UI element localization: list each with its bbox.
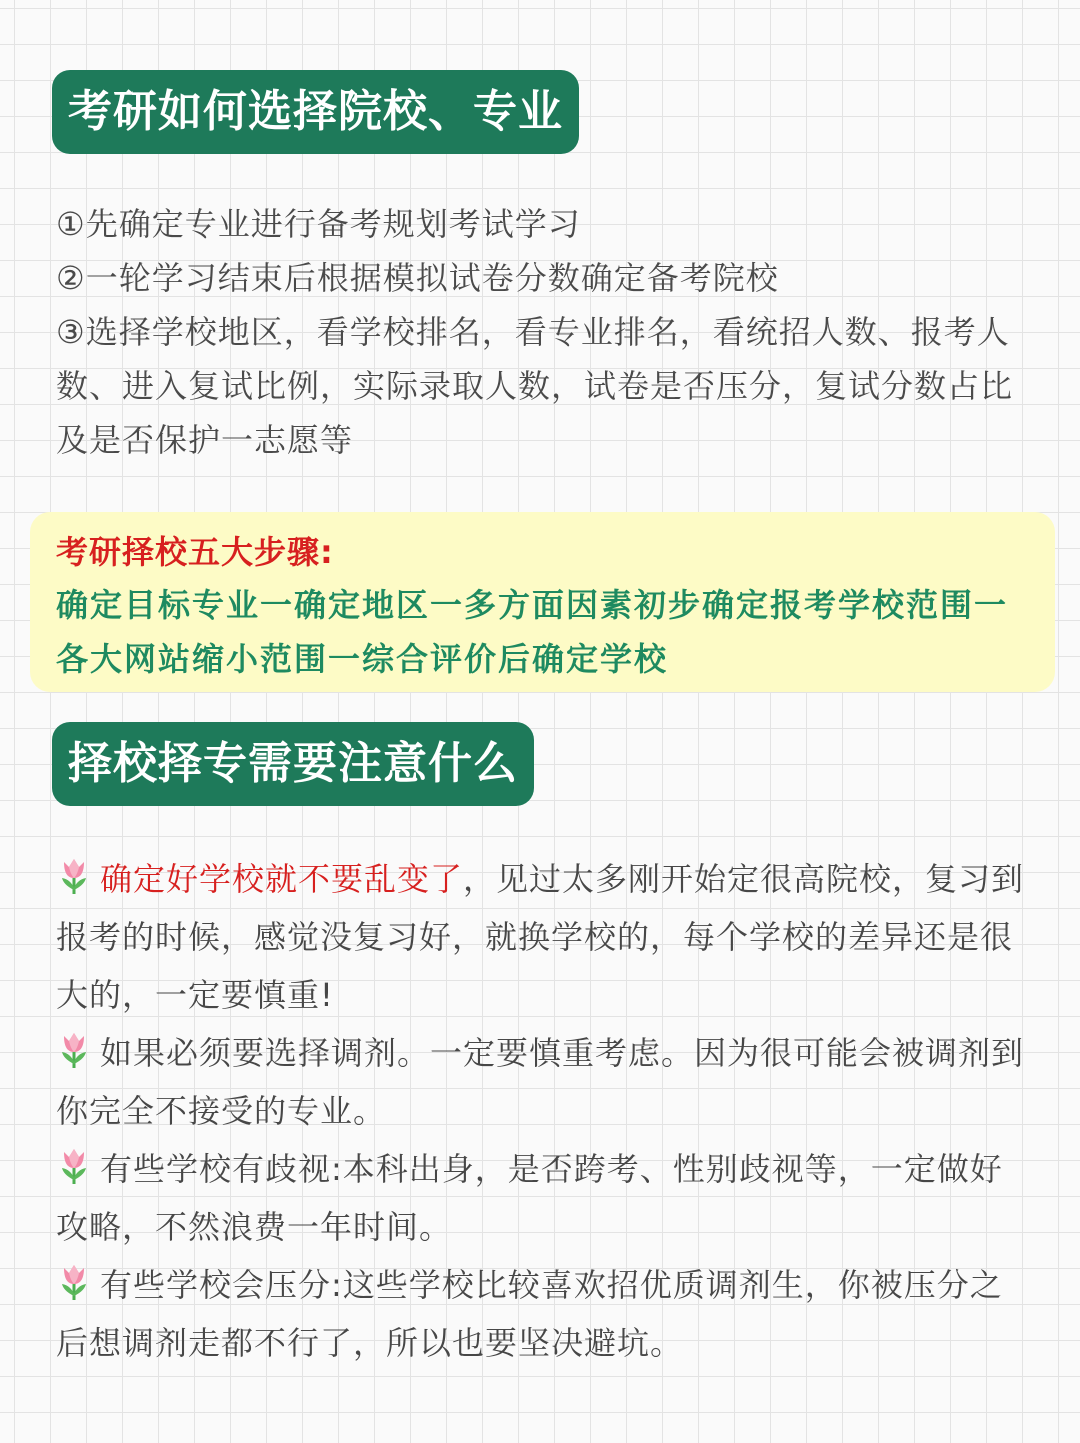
precaution-text: 有些学校会压分:这些学校比较喜欢招优质调剂生，你被压分之后想调剂走都不行了，所以也要坚决避坑。 bbox=[56, 1266, 1003, 1362]
step-item-2: ②一轮学习结束后根据模拟试卷分数确定备考院校 bbox=[56, 259, 779, 297]
section-heading-precautions: 择校择专需要注意什么 bbox=[52, 722, 534, 806]
tulip-icon bbox=[56, 856, 92, 896]
section-heading-choose-school: 考研如何选择院校、专业 bbox=[52, 70, 579, 154]
precaution-item-3 bbox=[56, 1140, 1031, 1256]
precaution-text: 如果必须要选择调剂。一定要慎重考虑。因为很可能会被调剂到你完全不接受的专业。 bbox=[56, 1034, 1025, 1130]
tulip-icon bbox=[56, 1146, 92, 1186]
tulip-icon bbox=[56, 1262, 92, 1302]
five-steps-title: 考研择校五大步骤: bbox=[56, 533, 334, 571]
step-item-1: ①先确定专业进行备考规划考试学习 bbox=[56, 205, 581, 243]
precautions-list bbox=[56, 850, 1031, 1372]
precaution-emphasis: 确定好学校就不要乱变了 bbox=[100, 860, 464, 898]
five-steps-body: 确定目标专业一确定地区一多方面因素初步确定报考学校范围一各大网站缩小范围一综合评价后确定学校 bbox=[56, 586, 1009, 678]
step-item-3: ③选择学校地区，看学校排名，看专业排名，看统招人数、报考人数、进入复试比例，实际录取人数，试卷是否压分，复试分数占比及是否保护一志愿等 bbox=[56, 313, 1014, 459]
precaution-item-1 bbox=[56, 850, 1031, 1024]
precaution-text: 有些学校有歧视:本科出身，是否跨考、性别歧视等，一定做好攻略，不然浪费一年时间。 bbox=[56, 1150, 1003, 1246]
tulip-icon bbox=[56, 1030, 92, 1070]
precaution-text: ，见过太多刚开始定很高院校，复习到报考的时候，感觉没复习好，就换学校的，每个学校的差异还是很大的，一定要慎重! bbox=[56, 860, 1025, 1014]
precaution-item-4 bbox=[56, 1256, 1031, 1372]
precaution-item-2 bbox=[56, 1024, 1031, 1140]
steps-list bbox=[56, 197, 1016, 467]
